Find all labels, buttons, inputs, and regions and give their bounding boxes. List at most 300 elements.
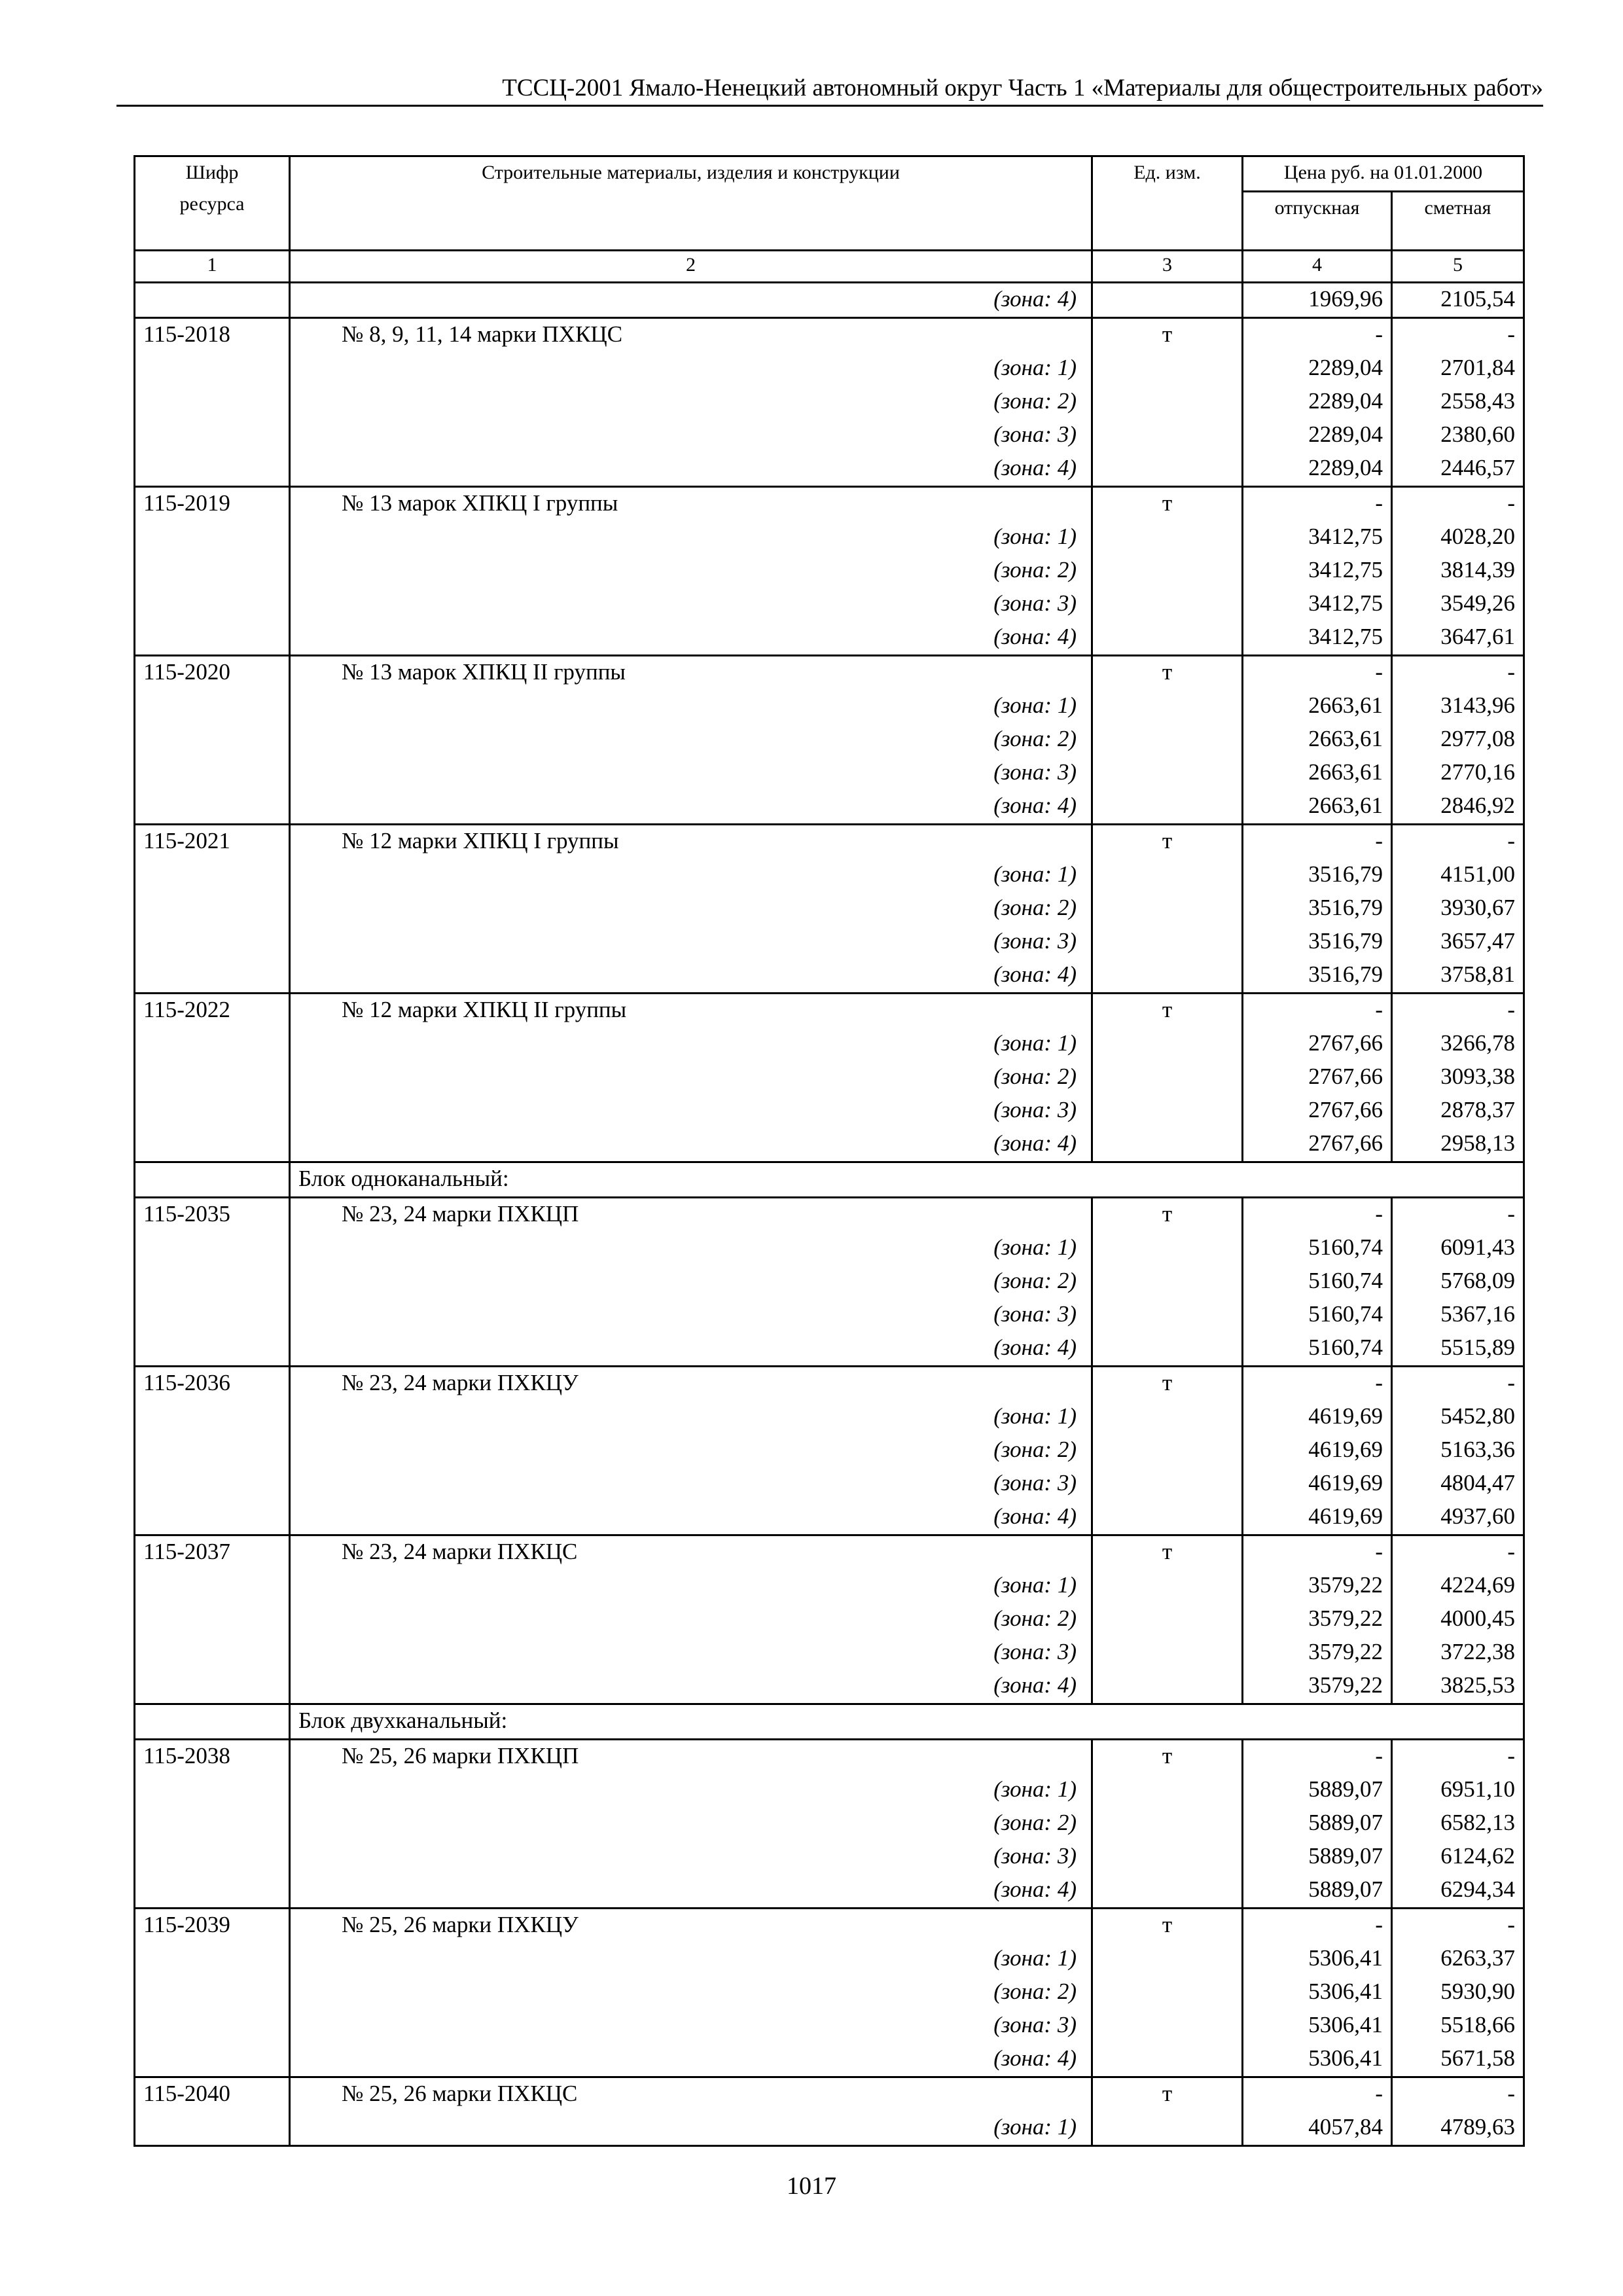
material-name: № 12 марки ХПКЦ II группы [290,994,1092,1028]
release-price: 2663,61 [1243,723,1392,757]
release-price: 4619,69 [1243,1401,1392,1434]
release-price: 2289,04 [1243,352,1392,386]
estimate-price: 2105,54 [1392,283,1524,318]
estimate-price: 3647,61 [1392,621,1524,656]
release-price: 3579,22 [1243,1570,1392,1603]
zone-row [135,690,1524,723]
zone-row [135,2009,1524,2043]
release-price: 3516,79 [1243,892,1392,925]
item-row [135,1535,1524,1570]
unit [1092,283,1243,318]
item-row [135,825,1524,859]
estimate-price: 5768,09 [1392,1265,1524,1299]
zone-row [135,1670,1524,1704]
col-number-3: 3 [1092,251,1243,283]
zone-row [135,283,1524,318]
col-header-name: Строительные материалы, изделия и конструкции [290,156,1092,251]
unit [1092,790,1243,825]
estimate-price: 6091,43 [1392,1232,1524,1265]
resource-code [135,386,290,419]
estimate-price: 5452,80 [1392,1401,1524,1434]
resource-code: 115-2019 [135,487,290,522]
unit: т [1092,825,1243,859]
estimate-price: 6124,62 [1392,1840,1524,1874]
unit [1092,1265,1243,1299]
resource-code [135,521,290,554]
material-name: № 12 марки ХПКЦ I группы [290,825,1092,859]
resource-code [135,790,290,825]
estimate-price: 2977,08 [1392,723,1524,757]
resource-code [135,2009,290,2043]
estimate-price: 2380,60 [1392,419,1524,452]
zone-label: (зона: 3) [290,588,1092,621]
col-number-1: 1 [135,251,290,283]
resource-code [135,1061,290,1094]
unit [1092,1094,1243,1128]
resource-code [135,1332,290,1367]
zone-label: (зона: 1) [290,1570,1092,1603]
release-price: 2767,66 [1243,1128,1392,1162]
estimate-price: 2558,43 [1392,386,1524,419]
unit [1092,352,1243,386]
release-price: - [1243,487,1392,522]
release-price: - [1243,1909,1392,1943]
col-number-2: 2 [290,251,1092,283]
release-price: 3579,22 [1243,1603,1392,1636]
zone-label: (зона: 2) [290,892,1092,925]
estimate-price: 3825,53 [1392,1670,1524,1704]
unit [1092,1807,1243,1840]
estimate-price: 3930,67 [1392,892,1524,925]
resource-code: 115-2037 [135,1535,290,1570]
unit [1092,419,1243,452]
material-name: № 25, 26 марки ПХКЦУ [290,1909,1092,1943]
resource-code: 115-2040 [135,2077,290,2112]
release-price: 2767,66 [1243,1061,1392,1094]
release-price: 3412,75 [1243,588,1392,621]
estimate-price: - [1392,1198,1524,1232]
zone-row [135,925,1524,959]
resource-code [135,1128,290,1162]
resource-code [135,1636,290,1670]
unit [1092,757,1243,790]
resource-code [135,1501,290,1535]
zone-row [135,588,1524,621]
zone-row [135,386,1524,419]
release-price: 3412,75 [1243,621,1392,656]
unit [1092,452,1243,487]
unit [1092,1299,1243,1332]
unit [1092,1061,1243,1094]
estimate-price: 4224,69 [1392,1570,1524,1603]
resource-code: 115-2021 [135,825,290,859]
unit: т [1092,318,1243,353]
resource-code [135,1943,290,1976]
zone-row [135,892,1524,925]
zone-row [135,2043,1524,2077]
release-price: - [1243,1198,1392,1232]
unit [1092,1401,1243,1434]
zone-label: (зона: 3) [290,1299,1092,1332]
estimate-price: - [1392,825,1524,859]
release-price: 3579,22 [1243,1636,1392,1670]
resource-code [135,1265,290,1299]
resource-code: 115-2035 [135,1198,290,1232]
resource-code [135,1774,290,1807]
release-price: 3412,75 [1243,521,1392,554]
unit [1092,1128,1243,1162]
item-row [135,1909,1524,1943]
price-table [134,155,1525,2147]
estimate-price: 4151,00 [1392,859,1524,892]
unit: т [1092,487,1243,522]
estimate-price: 2446,57 [1392,452,1524,487]
zone-row [135,621,1524,656]
resource-code [135,757,290,790]
zone-row [135,790,1524,825]
release-price: 3412,75 [1243,554,1392,588]
zone-row [135,1943,1524,1976]
resource-code [135,723,290,757]
running-header: ТССЦ-2001 Ямало-Ненецкий автономный округ Часть 1 «Материалы для общестроительных работ» [116,72,1543,107]
zone-label: (зона: 1) [290,859,1092,892]
unit [1092,959,1243,994]
release-price: 2663,61 [1243,757,1392,790]
resource-code: 115-2039 [135,1909,290,1943]
release-price: 4619,69 [1243,1501,1392,1535]
unit: т [1092,994,1243,1028]
release-price: 5889,07 [1243,1774,1392,1807]
resource-code [135,621,290,656]
zone-row [135,419,1524,452]
estimate-price: 3814,39 [1392,554,1524,588]
unit [1092,892,1243,925]
unit [1092,1840,1243,1874]
release-price: - [1243,1740,1392,1774]
unit [1092,2009,1243,2043]
zone-label: (зона: 4) [290,790,1092,825]
zone-label: (зона: 1) [290,690,1092,723]
estimate-price: - [1392,994,1524,1028]
zone-label: (зона: 3) [290,757,1092,790]
resource-code [135,1434,290,1467]
zone-label: (зона: 4) [290,2043,1092,2077]
item-row [135,487,1524,522]
zone-label: (зона: 3) [290,419,1092,452]
estimate-price: 3093,38 [1392,1061,1524,1094]
zone-label: (зона: 4) [290,1874,1092,1909]
zone-label: (зона: 2) [290,554,1092,588]
resource-code [135,690,290,723]
zone-label: (зона: 1) [290,1401,1092,1434]
section-code-cell [135,1162,290,1198]
unit [1092,1943,1243,1976]
zone-label: (зона: 4) [290,1128,1092,1162]
material-name: № 23, 24 марки ПХКЦУ [290,1367,1092,1401]
zone-row [135,554,1524,588]
release-price: 4619,69 [1243,1467,1392,1501]
estimate-price: 6951,10 [1392,1774,1524,1807]
resource-code [135,1401,290,1434]
zone-row [135,1807,1524,1840]
unit [1092,521,1243,554]
estimate-price: 3722,38 [1392,1636,1524,1670]
zone-row [135,723,1524,757]
unit [1092,1774,1243,1807]
zone-label: (зона: 1) [290,1774,1092,1807]
zone-label: (зона: 1) [290,1028,1092,1061]
unit [1092,1232,1243,1265]
release-price: 5306,41 [1243,2043,1392,2077]
zone-label: (зона: 2) [290,1434,1092,1467]
release-price: 5889,07 [1243,1874,1392,1909]
zone-row [135,1434,1524,1467]
material-name: № 13 марок ХПКЦ II группы [290,656,1092,691]
item-row [135,994,1524,1028]
col-header-code: Шифр ресурса [135,156,290,251]
zone-label: (зона: 4) [290,1670,1092,1704]
zone-label: (зона: 4) [290,1332,1092,1367]
release-price: 5306,41 [1243,1976,1392,2009]
resource-code [135,959,290,994]
release-price: - [1243,2077,1392,2112]
zone-label: (зона: 3) [290,1840,1092,1874]
item-row [135,1740,1524,1774]
resource-code [135,1976,290,2009]
col-header-price: Цена руб. на 01.01.2000 [1243,156,1524,192]
estimate-price: - [1392,1535,1524,1570]
estimate-price: 2878,37 [1392,1094,1524,1128]
zone-label: (зона: 2) [290,1061,1092,1094]
material-name: № 23, 24 марки ПХКЦП [290,1198,1092,1232]
resource-code [135,1094,290,1128]
zone-row [135,1401,1524,1434]
release-price: 5160,74 [1243,1299,1392,1332]
estimate-price: 3266,78 [1392,1028,1524,1061]
zone-row [135,1840,1524,1874]
zone-label: (зона: 2) [290,386,1092,419]
estimate-price: 6294,34 [1392,1874,1524,1909]
resource-code [135,925,290,959]
col-header-estimate: сметная [1392,192,1524,251]
estimate-price: - [1392,656,1524,691]
estimate-price: 2958,13 [1392,1128,1524,1162]
estimate-price: 4028,20 [1392,521,1524,554]
release-price: 3516,79 [1243,925,1392,959]
zone-row [135,1774,1524,1807]
zone-label: (зона: 1) [290,2111,1092,2146]
resource-code [135,1467,290,1501]
zone-label: (зона: 3) [290,1636,1092,1670]
release-price: 3516,79 [1243,959,1392,994]
release-price: 2663,61 [1243,790,1392,825]
item-row [135,318,1524,353]
unit [1092,1570,1243,1603]
zone-row [135,959,1524,994]
zone-row [135,1332,1524,1367]
estimate-price: 4804,47 [1392,1467,1524,1501]
item-row [135,1198,1524,1232]
estimate-price: - [1392,1740,1524,1774]
section-code-cell [135,1704,290,1740]
estimate-price: 4789,63 [1392,2111,1524,2146]
release-price: - [1243,1535,1392,1570]
resource-code [135,588,290,621]
resource-code: 115-2020 [135,656,290,691]
unit [1092,2111,1243,2146]
zone-row [135,521,1524,554]
unit [1092,554,1243,588]
zone-row [135,1467,1524,1501]
item-row [135,1367,1524,1401]
estimate-price: 4000,45 [1392,1603,1524,1636]
section-row [135,1704,1524,1740]
zone-row [135,1501,1524,1535]
resource-code [135,283,290,318]
unit [1092,621,1243,656]
zone-row [135,1636,1524,1670]
estimate-price: - [1392,487,1524,522]
unit [1092,925,1243,959]
zone-label: (зона: 3) [290,1094,1092,1128]
release-price: 4057,84 [1243,2111,1392,2146]
unit: т [1092,656,1243,691]
resource-code [135,554,290,588]
release-price: 5306,41 [1243,2009,1392,2043]
unit: т [1092,1909,1243,1943]
resource-code [135,419,290,452]
unit [1092,690,1243,723]
release-price: 5160,74 [1243,1232,1392,1265]
estimate-price: 2770,16 [1392,757,1524,790]
resource-code [135,2043,290,2077]
estimate-price: 3657,47 [1392,925,1524,959]
unit [1092,1636,1243,1670]
release-price: 5889,07 [1243,1840,1392,1874]
release-price: 5160,74 [1243,1265,1392,1299]
zone-row [135,1570,1524,1603]
release-price: 2289,04 [1243,419,1392,452]
zone-label: (зона: 4) [290,283,1092,318]
zone-label: (зона: 2) [290,1603,1092,1636]
unit [1092,1874,1243,1909]
section-row [135,1162,1524,1198]
unit [1092,1028,1243,1061]
release-price: 5160,74 [1243,1332,1392,1367]
estimate-price: - [1392,2077,1524,2112]
zone-label: (зона: 4) [290,1501,1092,1535]
unit [1092,723,1243,757]
zone-label: (зона: 4) [290,452,1092,487]
resource-code [135,452,290,487]
estimate-price: 5367,16 [1392,1299,1524,1332]
resource-code: 115-2022 [135,994,290,1028]
release-price: 1969,96 [1243,283,1392,318]
zone-row [135,1094,1524,1128]
material-name: № 13 марок ХПКЦ I группы [290,487,1092,522]
release-price: 5306,41 [1243,1943,1392,1976]
unit [1092,1501,1243,1535]
col-number-5: 5 [1392,251,1524,283]
col-header-unit: Ед. изм. [1092,156,1243,251]
estimate-price: 5930,90 [1392,1976,1524,2009]
unit [1092,1332,1243,1367]
release-price: - [1243,994,1392,1028]
estimate-price: 6263,37 [1392,1943,1524,1976]
estimate-price: - [1392,1367,1524,1401]
resource-code [135,1807,290,1840]
release-price: 2289,04 [1243,386,1392,419]
release-price: 5889,07 [1243,1807,1392,1840]
unit [1092,1467,1243,1501]
estimate-price: 5163,36 [1392,1434,1524,1467]
unit: т [1092,1740,1243,1774]
release-price: - [1243,1367,1392,1401]
unit [1092,1976,1243,2009]
zone-row [135,1603,1524,1636]
release-price: - [1243,656,1392,691]
resource-code [135,1299,290,1332]
estimate-price: 2846,92 [1392,790,1524,825]
material-name: № 23, 24 марки ПХКЦС [290,1535,1092,1570]
resource-code [135,1874,290,1909]
resource-code: 115-2036 [135,1367,290,1401]
section-title: Блок двухканальный: [290,1704,1524,1740]
zone-row [135,2111,1524,2146]
resource-code [135,2111,290,2146]
material-name: № 8, 9, 11, 14 марки ПХКЦС [290,318,1092,353]
zone-row [135,859,1524,892]
zone-label: (зона: 1) [290,1232,1092,1265]
release-price: 2663,61 [1243,690,1392,723]
material-name: № 25, 26 марки ПХКЦС [290,2077,1092,2112]
release-price: 4619,69 [1243,1434,1392,1467]
estimate-price: 2701,84 [1392,352,1524,386]
zone-row [135,1976,1524,2009]
unit [1092,1670,1243,1704]
resource-code: 115-2038 [135,1740,290,1774]
unit [1092,1434,1243,1467]
unit: т [1092,1367,1243,1401]
zone-label: (зона: 2) [290,1265,1092,1299]
zone-label: (зона: 2) [290,723,1092,757]
unit [1092,2043,1243,2077]
unit [1092,386,1243,419]
estimate-price: - [1392,318,1524,353]
estimate-price: 3549,26 [1392,588,1524,621]
estimate-price: - [1392,1909,1524,1943]
col-header-release: отпускная [1243,192,1392,251]
zone-row [135,1874,1524,1909]
release-price: 2767,66 [1243,1028,1392,1061]
zone-label: (зона: 3) [290,1467,1092,1501]
zone-label: (зона: 3) [290,925,1092,959]
zone-label: (зона: 1) [290,521,1092,554]
zone-row [135,1128,1524,1162]
unit [1092,1603,1243,1636]
release-price: 3579,22 [1243,1670,1392,1704]
zone-label: (зона: 1) [290,352,1092,386]
unit: т [1092,2077,1243,2112]
resource-code: 115-2018 [135,318,290,353]
estimate-price: 4937,60 [1392,1501,1524,1535]
resource-code [135,352,290,386]
zone-label: (зона: 4) [290,959,1092,994]
zone-label: (зона: 3) [290,2009,1092,2043]
material-name: № 25, 26 марки ПХКЦП [290,1740,1092,1774]
estimate-price: 3143,96 [1392,690,1524,723]
zone-row [135,757,1524,790]
